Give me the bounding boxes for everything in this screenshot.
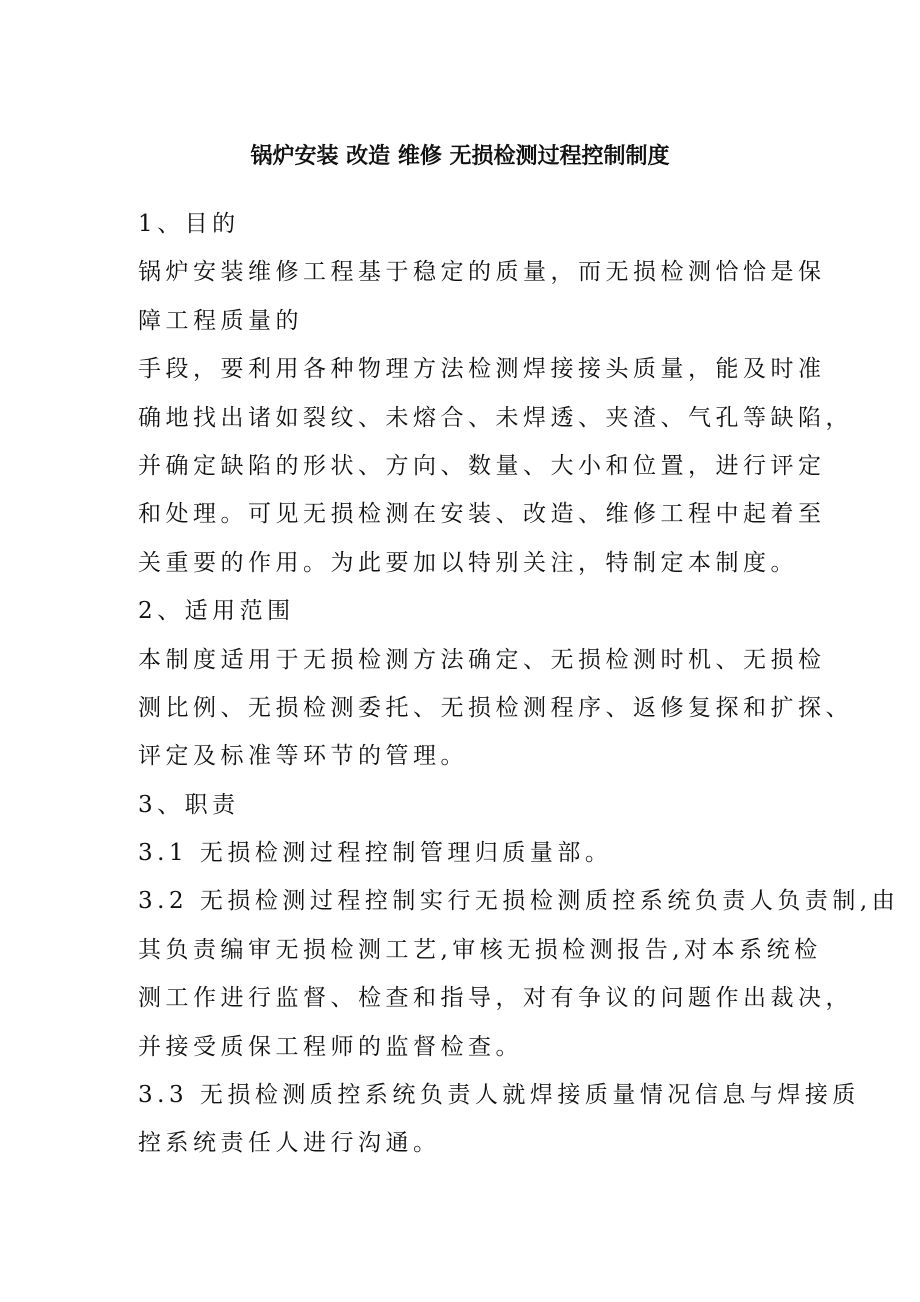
paragraph-line: 和处理。可见无损检测在安装、改造、维修工程中起着至	[138, 501, 826, 528]
paragraph-line: 关重要的作用。为此要加以特别关注，特制定本制度。	[138, 549, 798, 576]
paragraph-line: 本制度适用于无损检测方法确定、无损检测时机、无损检	[138, 646, 826, 673]
clause-3-2: 3.2 无损检测过程控制实行无损检测质控系统负责人负责制,由	[138, 888, 900, 915]
paragraph-line: 锅炉安装维修工程基于稳定的质量，而无损检测恰恰是保	[138, 259, 826, 286]
paragraph-line: 测工作进行监督、检查和指导，对有争议的问题作出裁决，	[138, 985, 853, 1012]
paragraph-line: 其负责编审无损检测工艺,审核无损检测报告,对本系统检	[138, 936, 822, 963]
paragraph-line: 评定及标准等环节的管理。	[138, 743, 468, 770]
paragraph-line: 测比例、无损检测委托、无损检测程序、返修复探和扩探、	[138, 694, 853, 721]
document-title: 锅炉安装 改造 维修 无损检测过程控制制度	[250, 144, 670, 169]
paragraph-line: 确地找出诸如裂纹、未熔合、未焊透、夹渣、气孔等缺陷，	[138, 404, 853, 431]
paragraph-line: 障工程质量的	[138, 307, 303, 334]
clause-3-1: 3.1 无损检测过程控制管理归质量部。	[138, 840, 613, 867]
paragraph-line: 控系统责任人进行沟通。	[138, 1130, 441, 1157]
paragraph-line: 手段，要利用各种物理方法检测焊接接头质量，能及时准	[138, 356, 826, 383]
section-heading-responsibilities: 3、职责	[138, 791, 240, 818]
document-body	[138, 200, 898, 1168]
paragraph-line: 并确定缺陷的形状、方向、数量、大小和位置，进行评定	[138, 452, 826, 479]
section-heading-purpose: 1、目的	[138, 211, 240, 237]
section-heading-scope: 2、适用范围	[138, 598, 295, 625]
paragraph-line: 并接受质保工程师的监督检查。	[138, 1033, 523, 1060]
clause-3-3: 3.3 无损检测质控系统负责人就焊接质量情况信息与焊接质	[138, 1082, 860, 1109]
